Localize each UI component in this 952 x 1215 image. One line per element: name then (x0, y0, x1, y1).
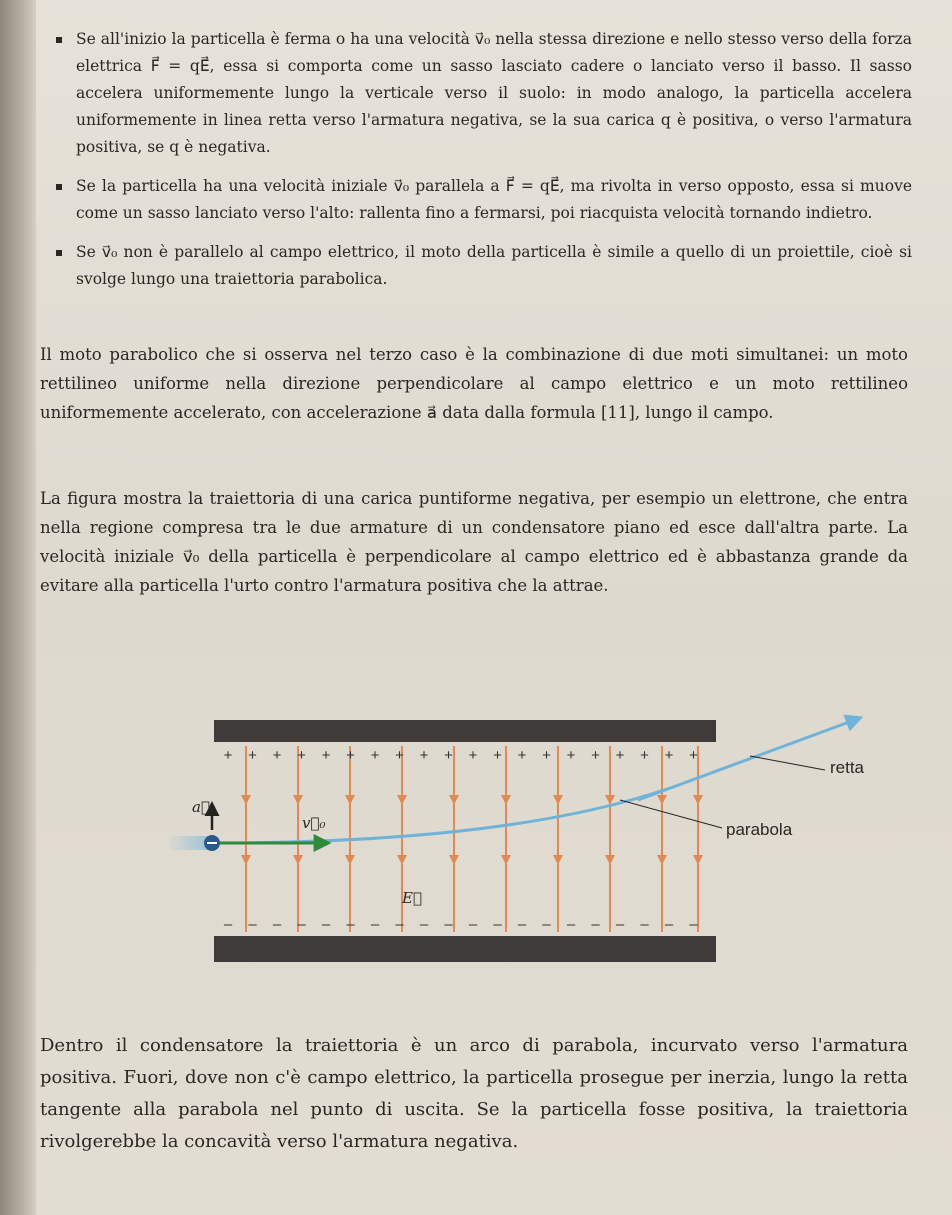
capacitor-diagram (170, 700, 930, 1000)
minus-sign: – (640, 916, 649, 933)
minus-sign: – (689, 916, 698, 933)
paragraph-conclusion: Dentro il condensatore la traiettoria è un arco di parabola, incurvato verso l'armatura positiva. Fuori, dove non c'è campo elettrico, la particella prosegue per inerzia, lungo la retta tangente alla parabola nel punto di uscita. Se la particella fosse positiva, la traiettoria rivolgerebbe la concavità verso l'armatura negativa. (40, 1035, 908, 1152)
bullet-item-3 (62, 239, 912, 293)
label-velocity: v⃗₀ (302, 814, 326, 832)
minus-sign: – (444, 916, 453, 933)
bullet-text: Se all'inizio la particella è ferma o ha una velocità v⃗₀ nella stessa direzione e nello stesso verso della forza elettrica F⃗ = qE⃗, essa si comporta come un sasso lasciato cadere o lanciato verso il basso. Il sasso accelera uniformemente lungo la verticale verso il suolo: in modo analogo, la particella accelera uniformemente in linea retta verso l'armatura negativa, se la sua carica q è positiva, o verso l'armatura positiva, se q è negativa. (76, 30, 912, 156)
plus-sign: + (493, 747, 502, 764)
plus-sign: + (640, 747, 649, 764)
minus-sign: – (664, 916, 674, 933)
bullet-marker (56, 184, 62, 190)
minus-sign: – (395, 916, 404, 933)
bullet-marker (56, 37, 62, 43)
label-field: E⃗ (402, 889, 422, 907)
minus-sign: – (615, 916, 625, 933)
plus-sign: + (272, 747, 282, 764)
minus-sign: – (248, 916, 257, 933)
plus-sign: + (566, 747, 576, 764)
plus-sign: + (395, 747, 404, 764)
plus-sign: + (664, 747, 674, 764)
plus-sign: + (346, 747, 355, 764)
plus-sign: + (297, 747, 306, 764)
plus-charges (224, 747, 699, 764)
minus-sign: – (566, 916, 576, 933)
plus-sign: + (223, 747, 233, 764)
minus-sign: – (493, 916, 502, 933)
plus-sign: + (370, 747, 380, 764)
minus-charges (224, 916, 699, 933)
plus-sign: + (419, 747, 429, 764)
bullet-item-2 (62, 173, 912, 227)
bullet-text: Se v⃗₀ non è parallelo al campo elettrico, il moto della particella è simile a quello di un proiettile, cioè si svolge lungo una traiettoria parabolica. (76, 243, 912, 288)
minus-sign: – (272, 916, 282, 933)
label-retta: retta (830, 758, 865, 777)
plus-sign: + (689, 747, 698, 764)
plus-sign: + (591, 747, 600, 764)
plus-sign: + (517, 747, 527, 764)
trajectory-parabola (212, 788, 670, 843)
plus-sign: + (615, 747, 625, 764)
parabola-leader-line (620, 800, 722, 828)
minus-sign: – (370, 916, 380, 933)
plus-sign: + (321, 747, 331, 764)
minus-sign: – (468, 916, 478, 933)
plus-sign: + (248, 747, 257, 764)
minus-sign: – (346, 916, 355, 933)
label-acceleration: a⃗ (192, 798, 210, 816)
minus-sign: – (591, 916, 600, 933)
paragraph-parabolic-motion: Il moto parabolico che si osserva nel terzo caso è la combinazione di due moti simultanei: un moto rettilineo uniforme nella direzione perpendicolare al campo elettrico e un moto rettilineo uniformemente accelerato, con accelerazione a⃗ data dalla formula [11], lungo il campo. (40, 345, 908, 422)
paragraph-figure-description: La figura mostra la traiettoria di una carica puntiforme negativa, per esempio un elettrone, che entra nella regione compresa tra le due armature di un condensatore piano ed esce dall'altra parte. La velocità iniziale v⃗₀ della particella è perpendicolare al campo elettrico ed è abbastanza grande da evitare alla particella l'urto contro l'armatura positiva che la attrae. (40, 489, 908, 595)
bullet-marker (56, 250, 62, 256)
plus-sign: + (444, 747, 453, 764)
bullet-item-1 (62, 26, 912, 161)
retta-leader-line (750, 756, 825, 770)
book-binding (0, 0, 38, 1215)
minus-sign: – (321, 916, 331, 933)
minus-sign: – (517, 916, 527, 933)
bullet-text: Se la particella ha una velocità iniziale v⃗₀ parallela a F⃗ = qE⃗, ma rivolta in verso opposto, essa si muove come un sasso lanciato verso l'alto: rallenta fino a fermarsi, poi riacquista velocità tornando indietro. (76, 177, 912, 222)
minus-sign: – (542, 916, 551, 933)
bullet-list (62, 26, 912, 305)
positive-plate (214, 720, 716, 742)
minus-sign: – (223, 916, 233, 933)
plus-sign: + (542, 747, 551, 764)
negative-plate (214, 936, 716, 962)
field-lines (246, 746, 698, 932)
plus-sign: + (468, 747, 478, 764)
minus-sign: – (419, 916, 429, 933)
label-parabola: parabola (726, 820, 793, 839)
minus-sign: – (297, 916, 306, 933)
capacitor-figure (170, 700, 930, 1000)
